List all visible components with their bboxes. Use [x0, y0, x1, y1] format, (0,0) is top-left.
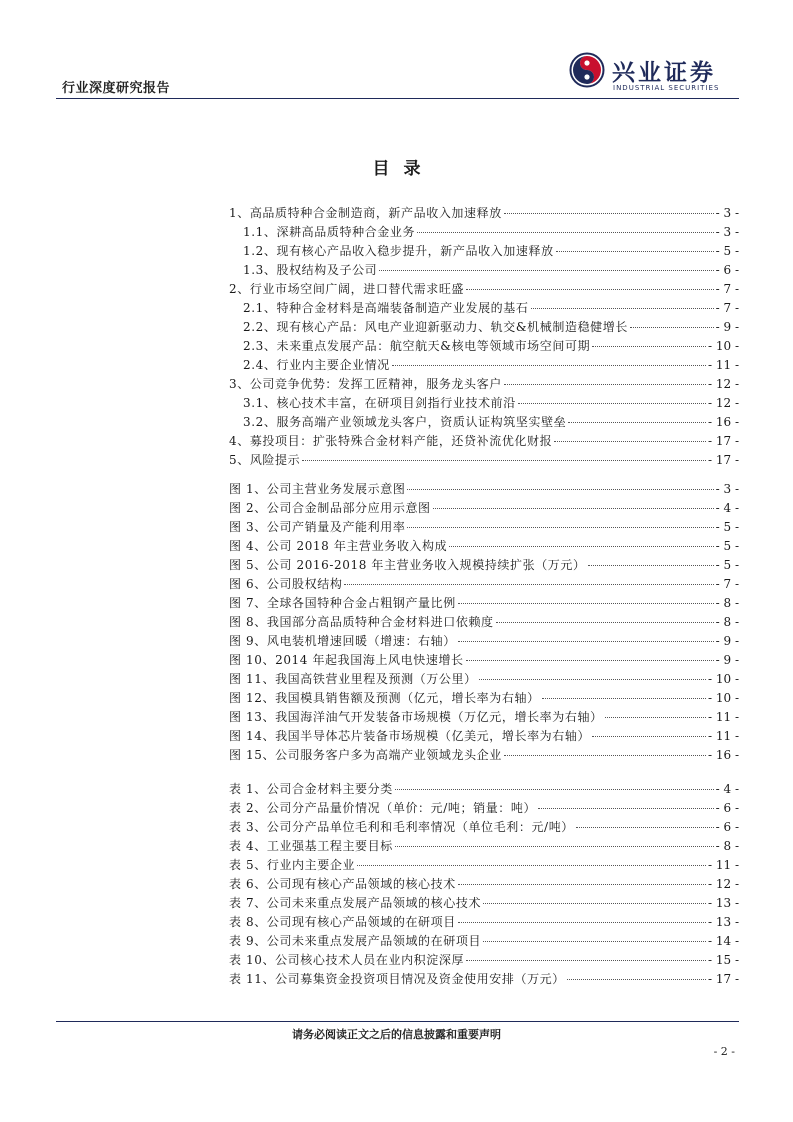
dot-leader: [458, 641, 714, 642]
company-logo: [569, 52, 739, 98]
toc-section-entry[interactable]: [229, 318, 739, 337]
toc-figure-entry-page: - 16 -: [707, 748, 739, 762]
toc-section-entry-title: 2.2、现有核心产品：风电产业迎新驱动力、轨交&机械制造稳健增长: [243, 320, 628, 334]
report-type-label: 行业深度研究报告: [62, 81, 171, 96]
toc-figure-entry-page: - 4 -: [715, 501, 739, 515]
toc-section-entry-title: 1.1、深耕高品质特种合金业务: [243, 225, 416, 239]
toc-figure-entry-title: 图 5、公司 2016-2018 年主营业务收入规模持续扩张（万元）: [229, 558, 586, 572]
toc-figure-entry-title: 图 10、2014 年起我国海上风电快速增长: [229, 653, 464, 667]
toc-table-entry[interactable]: [229, 894, 739, 913]
page-number: - 2 -: [713, 1045, 735, 1058]
toc-figure-entry[interactable]: [229, 575, 739, 594]
figure-toc-list: [229, 480, 739, 765]
toc-section-entry[interactable]: [229, 432, 739, 451]
toc-figure-entry-title: 图 2、公司合金制品部分应用示意图: [229, 501, 431, 515]
dot-leader: [458, 884, 706, 885]
dot-leader: [542, 698, 706, 699]
toc-table-entry-title: 表 1、公司合金材料主要分类: [229, 782, 393, 796]
toc-figure-entry-page: - 7 -: [715, 577, 739, 591]
dot-leader: [417, 232, 714, 233]
toc-section-entry[interactable]: [229, 204, 739, 223]
toc-table-entry[interactable]: [229, 818, 739, 837]
toc-figure-entry-title: 图 12、我国模具销售额及预测（亿元，增长率为右轴）: [229, 691, 540, 705]
toc-section-entry-title: 2.1、特种合金材料是高端装备制造产业发展的基石: [243, 301, 529, 315]
toc-figure-entry-page: - 3 -: [715, 482, 739, 496]
dot-leader: [357, 865, 706, 866]
toc-table-entry-title: 表 5、行业内主要企业: [229, 858, 356, 872]
toc-figure-entry-page: - 9 -: [715, 653, 739, 667]
toc-table-entry[interactable]: [229, 951, 739, 970]
toc-section-entry-page: - 17 -: [707, 453, 739, 467]
toc-figure-entry[interactable]: [229, 670, 739, 689]
dot-leader: [556, 251, 714, 252]
dot-leader: [504, 384, 706, 385]
toc-section-entry-page: - 16 -: [707, 415, 739, 429]
toc-table-entry-title: 表 4、工业强基工程主要目标: [229, 839, 393, 853]
dot-leader: [466, 960, 706, 961]
toc-title: 目录: [372, 159, 435, 179]
toc-section-entry-page: - 10 -: [707, 339, 739, 353]
toc-figure-entry-title: 图 14、我国半导体芯片装备市场规模（亿美元，增长率为右轴）: [229, 729, 591, 743]
toc-table-entry-page: - 6 -: [715, 820, 739, 834]
toc-section-entry-page: - 17 -: [707, 434, 739, 448]
toc-section-entry-title: 1.3、股权结构及子公司: [243, 263, 378, 277]
toc-table-entry[interactable]: [229, 856, 739, 875]
toc-figure-entry-page: - 10 -: [707, 672, 739, 686]
dot-leader: [592, 346, 706, 347]
toc-section-entry-page: - 7 -: [715, 301, 739, 315]
toc-figure-entry[interactable]: [229, 689, 739, 708]
toc-table-entry[interactable]: [229, 875, 739, 894]
dot-leader: [554, 441, 706, 442]
toc-section-entry-title: 3.2、服务高端产业领域龙头客户，资质认证构筑坚实壁垒: [243, 415, 567, 429]
toc-figure-entry-title: 图 15、公司服务客户多为高端产业领域龙头企业: [229, 748, 502, 762]
toc-section-entry-page: - 3 -: [715, 206, 739, 220]
toc-figure-entry[interactable]: [229, 594, 739, 613]
toc-figure-entry[interactable]: [229, 651, 739, 670]
toc-section-entry-title: 2.3、未来重点发展产品：航空航天&核电等领域市场空间可期: [243, 339, 591, 353]
footer-divider: [56, 1021, 739, 1022]
toc-section-entry-title: 5、风险提示: [229, 453, 301, 467]
toc-section-entry-title: 2、行业市场空间广阔，进口替代需求旺盛: [229, 282, 465, 296]
toc-figure-entry-page: - 9 -: [715, 634, 739, 648]
toc-section-entry[interactable]: [229, 223, 739, 242]
dot-leader: [395, 789, 714, 790]
toc-figure-entry-page: - 5 -: [715, 520, 739, 534]
toc-figure-entry-title: 图 8、我国部分高品质特种合金材料进口依赖度: [229, 615, 494, 629]
toc-section-entry-page: - 9 -: [715, 320, 739, 334]
toc-figure-entry-page: - 8 -: [715, 596, 739, 610]
toc-section-entry-title: 2.4、行业内主要企业情况: [243, 358, 390, 372]
logo-chinese-name: 兴业证券: [612, 60, 716, 86]
toc-figure-entry-title: 图 7、全球各国特种合金占粗钢产量比例: [229, 596, 456, 610]
dot-leader: [592, 736, 706, 737]
dot-leader: [588, 565, 714, 566]
disclosure-notice: 请务必阅读正文之后的信息披露和重要声明: [292, 1028, 501, 1041]
toc-table-entry-title: 表 9、公司未来重点发展产品领域的在研项目: [229, 934, 482, 948]
toc-section-entry-title: 1.2、现有核心产品收入稳步提升，新产品收入加速释放: [243, 244, 554, 258]
toc-figure-entry-page: - 5 -: [715, 558, 739, 572]
dot-leader: [302, 460, 706, 461]
toc-figure-entry[interactable]: [229, 613, 739, 632]
toc-table-entry-title: 表 6、公司现有核心产品领域的核心技术: [229, 877, 456, 891]
dot-leader: [504, 755, 706, 756]
logo-english-name: INDUSTRIAL SECURITIES: [613, 84, 720, 92]
toc-section-entry[interactable]: [229, 413, 739, 432]
toc-section-entry[interactable]: [229, 242, 739, 261]
toc-figure-entry-title: 图 9、风电装机增速回暖（增速：右轴）: [229, 634, 456, 648]
section-toc-list: [229, 204, 739, 470]
toc-section-entry[interactable]: [229, 375, 739, 394]
toc-table-entry-page: - 8 -: [715, 839, 739, 853]
toc-section-entry[interactable]: [229, 280, 739, 299]
dot-leader: [531, 308, 714, 309]
toc-figure-entry[interactable]: [229, 499, 739, 518]
toc-section-entry-page: - 5 -: [715, 244, 739, 258]
toc-figure-entry[interactable]: [229, 708, 739, 727]
dot-leader: [518, 403, 706, 404]
toc-figure-entry[interactable]: [229, 746, 739, 765]
toc-figure-entry-title: 图 6、公司股权结构: [229, 577, 343, 591]
toc-figure-entry-page: - 10 -: [707, 691, 739, 705]
dot-leader: [449, 546, 713, 547]
dot-leader: [466, 660, 714, 661]
toc-figure-entry-title: 图 13、我国海洋油气开发装备市场规模（万亿元，增长率为右轴）: [229, 710, 603, 724]
toc-section-entry-page: - 12 -: [707, 377, 739, 391]
toc-section-entry[interactable]: [229, 261, 739, 280]
toc-table-entry[interactable]: [229, 780, 739, 799]
toc-table-entry-title: 表 11、公司募集资金投资项目情况及资金使用安排（万元）: [229, 972, 565, 986]
toc-table-entry[interactable]: [229, 932, 739, 951]
toc-figure-entry-title: 图 4、公司 2018 年主营业务收入构成: [229, 539, 448, 553]
toc-table-entry-page: - 13 -: [707, 896, 739, 910]
toc-section-entry-page: - 12 -: [707, 396, 739, 410]
dot-leader: [379, 270, 713, 271]
toc-figure-entry-page: - 8 -: [715, 615, 739, 629]
toc-section-entry[interactable]: [229, 337, 739, 356]
toc-table-entry-page: - 13 -: [707, 915, 739, 929]
toc-section-entry[interactable]: [229, 394, 739, 413]
dot-leader: [605, 717, 706, 718]
toc-section-entry[interactable]: [229, 299, 739, 318]
toc-table-entry[interactable]: [229, 970, 739, 989]
toc-section-entry-title: 3、公司竞争优势：发挥工匠精神，服务龙头客户: [229, 377, 502, 391]
toc-section-entry[interactable]: [229, 451, 739, 470]
toc-figure-entry-title: 图 3、公司产销量及产能利用率: [229, 520, 406, 534]
toc-section-entry-page: - 3 -: [715, 225, 739, 239]
toc-table-entry[interactable]: [229, 913, 739, 932]
toc-table-entry-page: - 11 -: [707, 858, 739, 872]
dot-leader: [576, 827, 714, 828]
toc-table-entry-title: 表 10、公司核心技术人员在业内积淀深厚: [229, 953, 465, 967]
dot-leader: [466, 289, 714, 290]
dot-leader: [504, 213, 714, 214]
toc-figure-entry-page: - 11 -: [707, 710, 739, 724]
toc-table-entry-page: - 17 -: [707, 972, 739, 986]
dot-leader: [458, 603, 714, 604]
toc-figure-entry[interactable]: [229, 518, 739, 537]
dot-leader: [407, 527, 713, 528]
dot-leader: [458, 922, 706, 923]
toc-figure-entry-title: 图 1、公司主营业务发展示意图: [229, 482, 406, 496]
dot-leader: [433, 508, 714, 509]
toc-section-entry-title: 3.1、核心技术丰富，在研项目剑指行业技术前沿: [243, 396, 516, 410]
toc-table-entry-title: 表 7、公司未来重点发展产品领域的核心技术: [229, 896, 482, 910]
toc-table-entry-page: - 6 -: [715, 801, 739, 815]
toc-table-entry-page: - 15 -: [707, 953, 739, 967]
toc-figure-entry[interactable]: [229, 556, 739, 575]
dot-leader: [567, 979, 706, 980]
table-toc-list: [229, 780, 739, 989]
header-divider: [56, 98, 739, 99]
industrial-securities-logo-icon: [569, 52, 605, 88]
dot-leader: [538, 808, 714, 809]
toc-figure-entry-title: 图 11、我国高铁营业里程及预测（万公里）: [229, 672, 477, 686]
dot-leader: [630, 327, 714, 328]
toc-section-entry-page: - 7 -: [715, 282, 739, 296]
toc-figure-entry-page: - 5 -: [715, 539, 739, 553]
toc-figure-entry[interactable]: [229, 537, 739, 556]
toc-figure-entry[interactable]: [229, 727, 739, 746]
toc-section-entry-title: 4、募投项目：扩张特殊合金材料产能，还贷补流优化财报: [229, 434, 553, 448]
dot-leader: [392, 365, 706, 366]
toc-section-entry-page: - 11 -: [707, 358, 739, 372]
dot-leader: [407, 489, 713, 490]
dot-leader: [344, 584, 713, 585]
toc-table-entry-title: 表 3、公司分产品单位毛利和毛利率情况（单位毛利：元/吨）: [229, 820, 574, 834]
dot-leader: [395, 846, 714, 847]
dot-leader: [483, 941, 706, 942]
toc-figure-entry[interactable]: [229, 480, 739, 499]
toc-figure-entry-page: - 11 -: [707, 729, 739, 743]
dot-leader: [568, 422, 706, 423]
toc-table-entry-title: 表 2、公司分产品量价情况（单价：元/吨；销量：吨）: [229, 801, 537, 815]
dot-leader: [479, 679, 706, 680]
toc-table-entry[interactable]: [229, 799, 739, 818]
toc-table-entry-page: - 14 -: [707, 934, 739, 948]
toc-table-entry-page: - 4 -: [715, 782, 739, 796]
dot-leader: [483, 903, 706, 904]
toc-table-entry-title: 表 8、公司现有核心产品领域的在研项目: [229, 915, 456, 929]
toc-table-entry-page: - 12 -: [707, 877, 739, 891]
toc-section-entry[interactable]: [229, 356, 739, 375]
toc-figure-entry[interactable]: [229, 632, 739, 651]
dot-leader: [496, 622, 714, 623]
toc-table-entry[interactable]: [229, 837, 739, 856]
toc-section-entry-title: 1、高品质特种合金制造商，新产品收入加速释放: [229, 206, 502, 220]
toc-section-entry-page: - 6 -: [715, 263, 739, 277]
